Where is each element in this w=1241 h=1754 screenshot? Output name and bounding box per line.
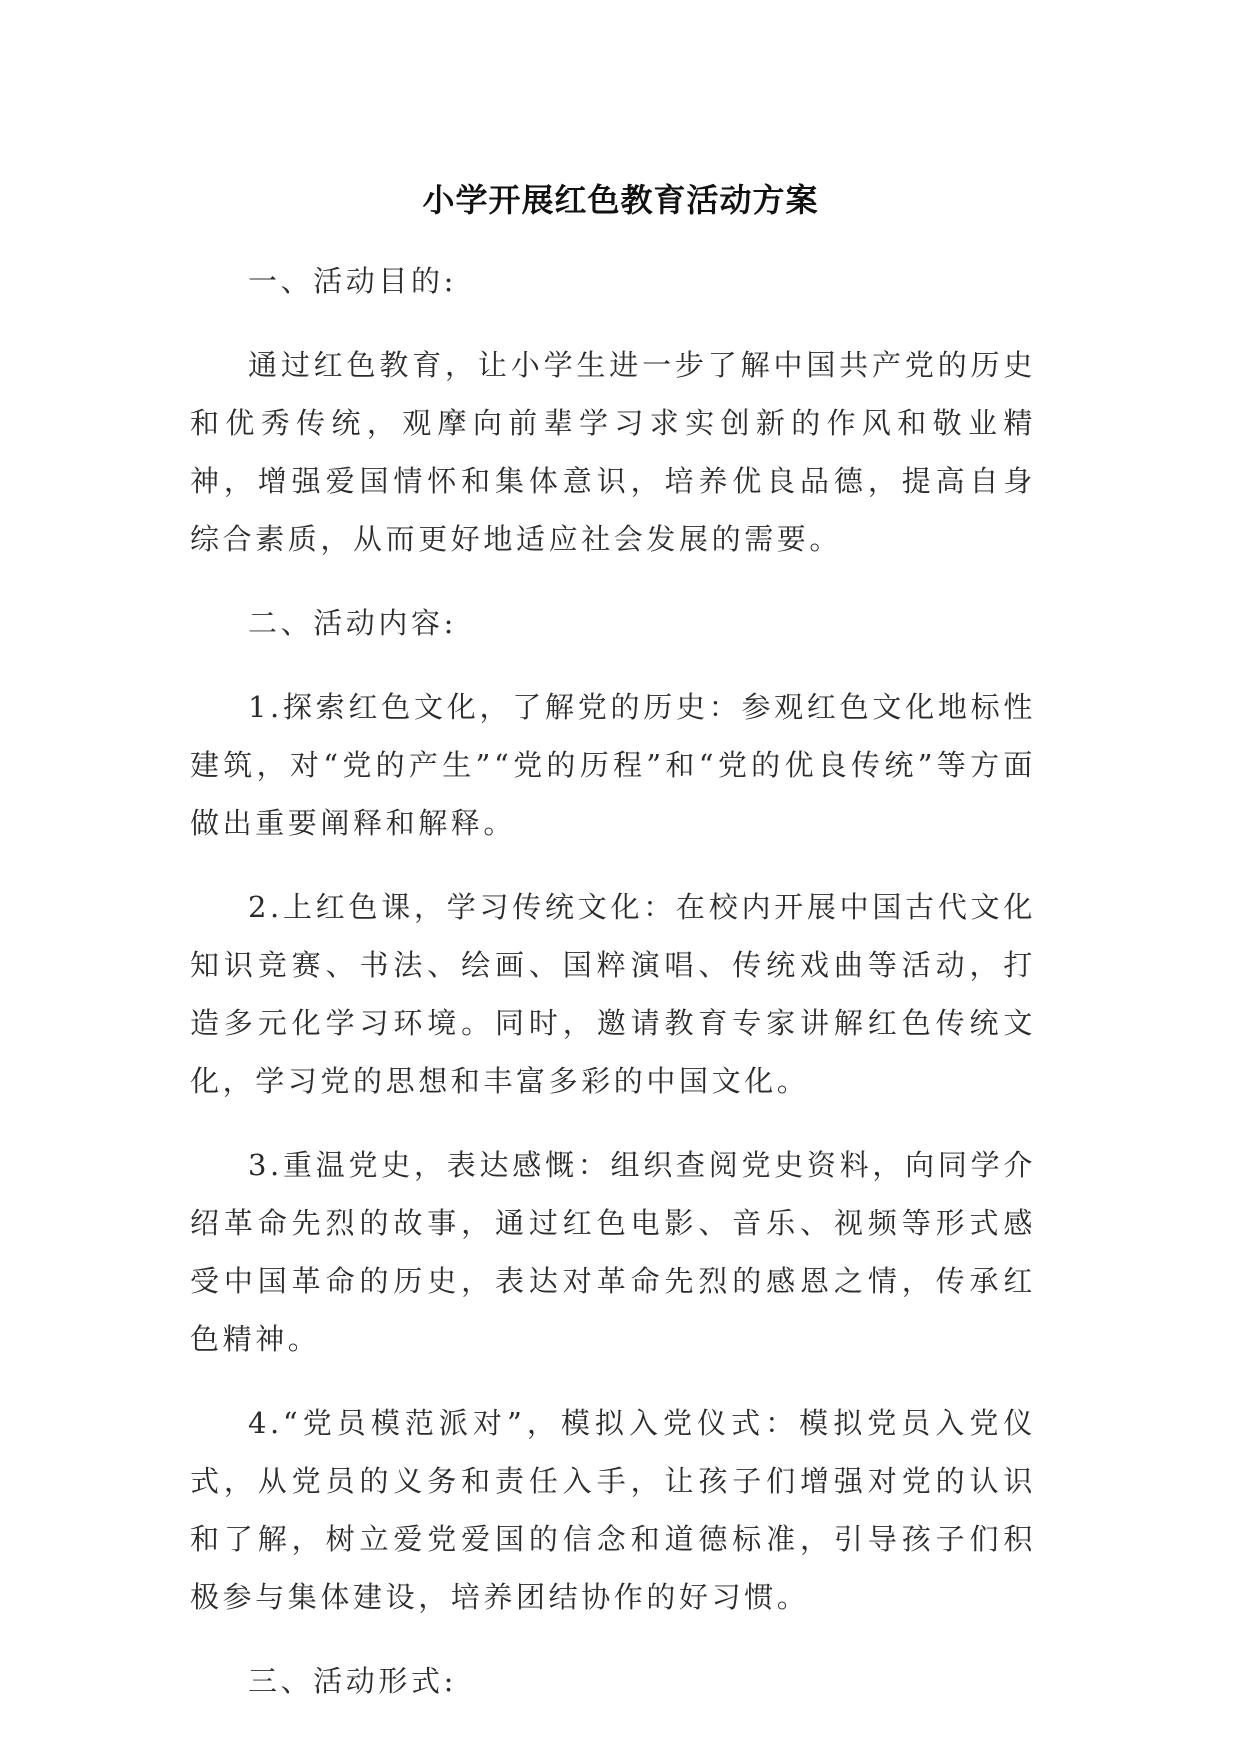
section-heading-purpose: 一、活动目的: xyxy=(248,264,457,298)
section-heading-format: 三、活动形式: xyxy=(248,1664,457,1698)
section-heading-content: 二、活动内容: xyxy=(248,606,457,640)
document-title: 小学开展红色教育活动方案 xyxy=(422,181,819,219)
paragraph-purpose: 通过红色教育，让小学生进一步了解中国共产党的历史和优秀传统，观摩向前辈学习求实创新的作风和敬业精神，增强爱国情怀和集体意识，培养优良品德，提高自身综合素质，从而更好地适应社会发展的需要。 xyxy=(190,348,1036,556)
document-body xyxy=(190,252,1036,1736)
paragraph-content-item-2: 2.上红色课，学习传统文化：在校内开展中国古代文化知识竞赛、书法、绘画、国粹演唱、传统戏曲等活动，打造多元化学习环境。同时，邀请教育专家讲解红色传统文化，学习党的思想和丰富多彩的中国文化。 xyxy=(190,890,1036,1098)
paragraph-content-item-1: 1.探索红色文化，了解党的历史：参观红色文化地标性建筑，对“党的产生”“党的历程”和“党的优良传统”等方面做出重要阐释和解释。 xyxy=(190,690,1036,840)
paragraph-content-item-3: 3.重温党史，表达感慨：组织查阅党史资料，向同学介绍革命先烈的故事，通过红色电影、音乐、视频等形式感受中国革命的历史，表达对革命先烈的感恩之情，传承红色精神。 xyxy=(190,1148,1036,1356)
paragraph-content-item-4: 4.“党员模范派对”，模拟入党仪式：模拟党员入党仪式，从党员的义务和责任入手，让孩子们增强对党的认识和了解，树立爱党爱国的信念和道德标准，引导孩子们积极参与集体建设，培养团结协作的好习惯。 xyxy=(190,1406,1036,1614)
